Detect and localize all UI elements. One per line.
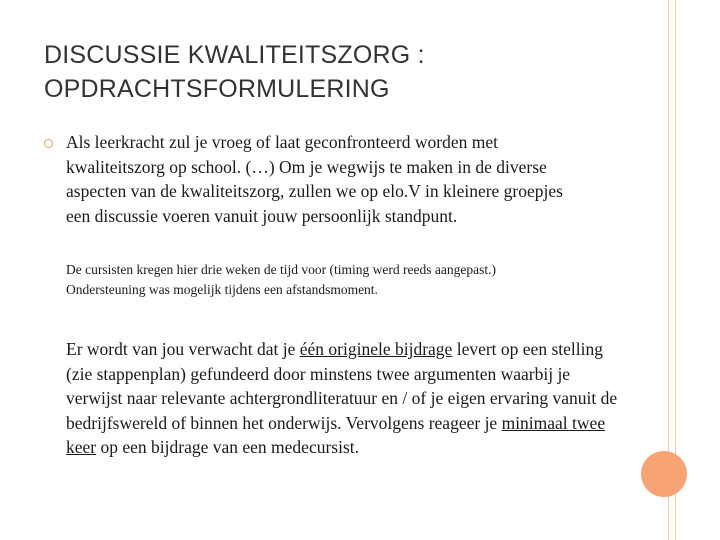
bullet-paragraph: Als leerkracht zul je vroeg of laat geconfronteerd worden met kwaliteitszorg op school. (…) Om je wegwijs te maken in de diverse aspecten van de kwaliteitszorg, zullen we op elo.V in kleinere groepjes een discussie voeren vanuit jouw persoonlijk standpunt. <box>66 132 563 226</box>
title-line-1: DISCUSSIE KWALITEITSZORG : <box>44 41 425 69</box>
title-line-2: OPDRACHTSFORMULERING <box>44 75 390 103</box>
task-paragraph <box>66 337 626 460</box>
task-underline-1: één originele bijdrage <box>299 339 453 359</box>
decorative-circle <box>641 451 687 497</box>
note-paragraph <box>66 260 626 300</box>
note-line-2: Ondersteuning was mogelijk tijdens een afstandsmoment. <box>66 282 378 297</box>
slide-title <box>44 38 624 106</box>
task-text-2: levert op een stelling (zie stappenplan) gefundeerd door minstens twee argumenten waarbij je verwijst naar relevante achtergrondliteratuur en / of je eigen ervaring vanuit de bedrijfswereld of binnen het onderwijs. Vervolgens reageer je <box>66 339 618 433</box>
task-text-3: op een bijdrage van een medecursist. <box>96 437 360 457</box>
task-underline-2: minimaal twee keer <box>66 412 606 457</box>
task-text-1: Er wordt van jou verwacht dat je <box>66 339 300 359</box>
bullet-circle-icon <box>44 139 53 148</box>
note-line-1: De cursisten kregen hier drie weken de tijd voor (timing werd reeds aangepast.) <box>66 262 496 277</box>
